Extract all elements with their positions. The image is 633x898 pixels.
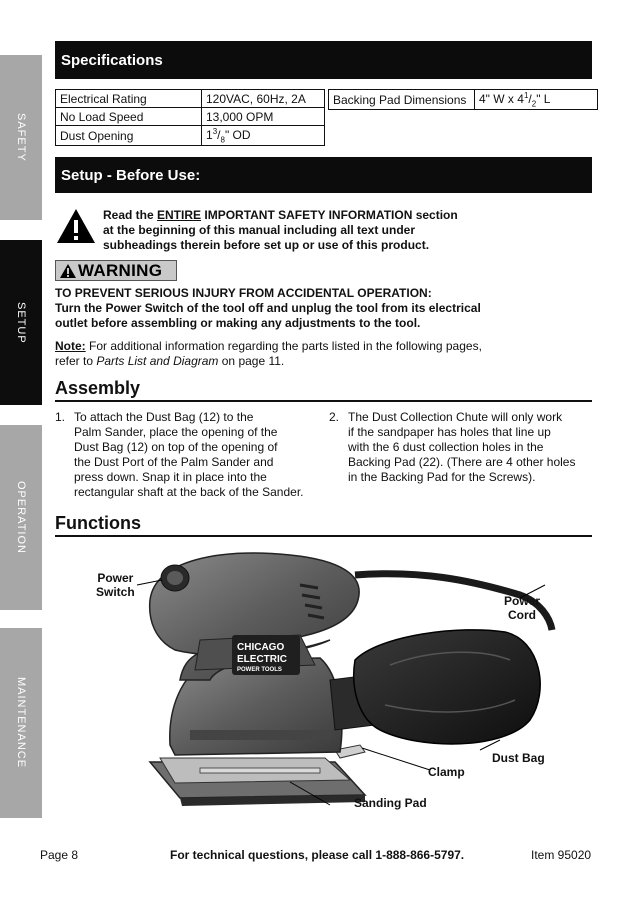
setup-header: Setup - Before Use: [55,157,592,193]
table-row: Backing Pad Dimensions 4" W x $4^1/_2$" L [329,90,598,110]
side-tab-setup[interactable]: SETUP [0,240,42,405]
assembly-step-2: 2. The Dust Collection Chute will only work if the sandpaper has holes that line up with the 6 dust collection holes in the Backing Pad (22). (There are 4 other holes in the Backing Pad for the Screws). [329,410,576,484]
table-row: Electrical Rating 120VAC, 60Hz, 2A [56,90,325,108]
backing-pad-table [328,89,598,110]
side-tab-operation[interactable]: OPERATION [0,425,42,610]
safety-read-notice: Read the ENTIRE IMPORTANT SAFETY INFORMATION section at the beginning of this manual including all text under subheadings therein before set up or use of this product. [103,208,458,252]
support-phone: For technical questions, please call 1-888-866-5797. [170,848,465,862]
specifications-header: Specifications [55,41,592,79]
table-row: No Load Speed 13,000 OPM [56,108,325,126]
warning-triangle-icon [59,263,77,279]
warning-triangle-icon [55,207,97,245]
side-tab-maintenance[interactable]: MAINTENANCE [0,628,42,818]
brand-text: POWER TOOLS [237,667,282,673]
warning-badge: WARNING [55,260,177,281]
functions-heading: Functions [55,513,141,533]
assembly-step-1: 1. To attach the Dust Bag (12) to the Palm Sander, place the opening of the Dust Bag (12) on top of the opening of the Dust Port of the Palm Sander and press down. Snap it in place into the rectangular shaft at the back of the Sander. [55,410,304,499]
label-dust-bag: Dust Bag [492,751,545,765]
functions-divider [55,535,592,537]
page-number: Page 8 [40,848,79,862]
item-number: Item 95020 [531,848,592,862]
assembly-divider [55,400,592,402]
note-text: Note: For additional information regarding the parts listed in the following pages, refer to Parts List and Diagram on page 11. [55,339,482,368]
label-power-cord: Power Cord [504,594,541,622]
label-clamp: Clamp [428,765,465,779]
label-power-switch: Power Switch [96,571,135,599]
side-tab-safety[interactable]: SAFETY [0,55,42,220]
label-sanding-pad: Sanding Pad [354,796,427,810]
table-row: Dust Opening $1^3/_8$" OD [56,126,325,146]
specifications-table [55,89,325,146]
warning-text: TO PREVENT SERIOUS INJURY FROM ACCIDENTAL OPERATION: Turn the Power Switch of the tool off and unplug the tool from its electrical outlet before assembling or making any adjustments to the tool. [55,286,481,330]
brand-text: CHICAGO [237,642,285,653]
palm-sander-illustration [0,540,633,820]
brand-text: ELECTRIC [237,654,287,665]
assembly-heading: Assembly [55,378,141,398]
